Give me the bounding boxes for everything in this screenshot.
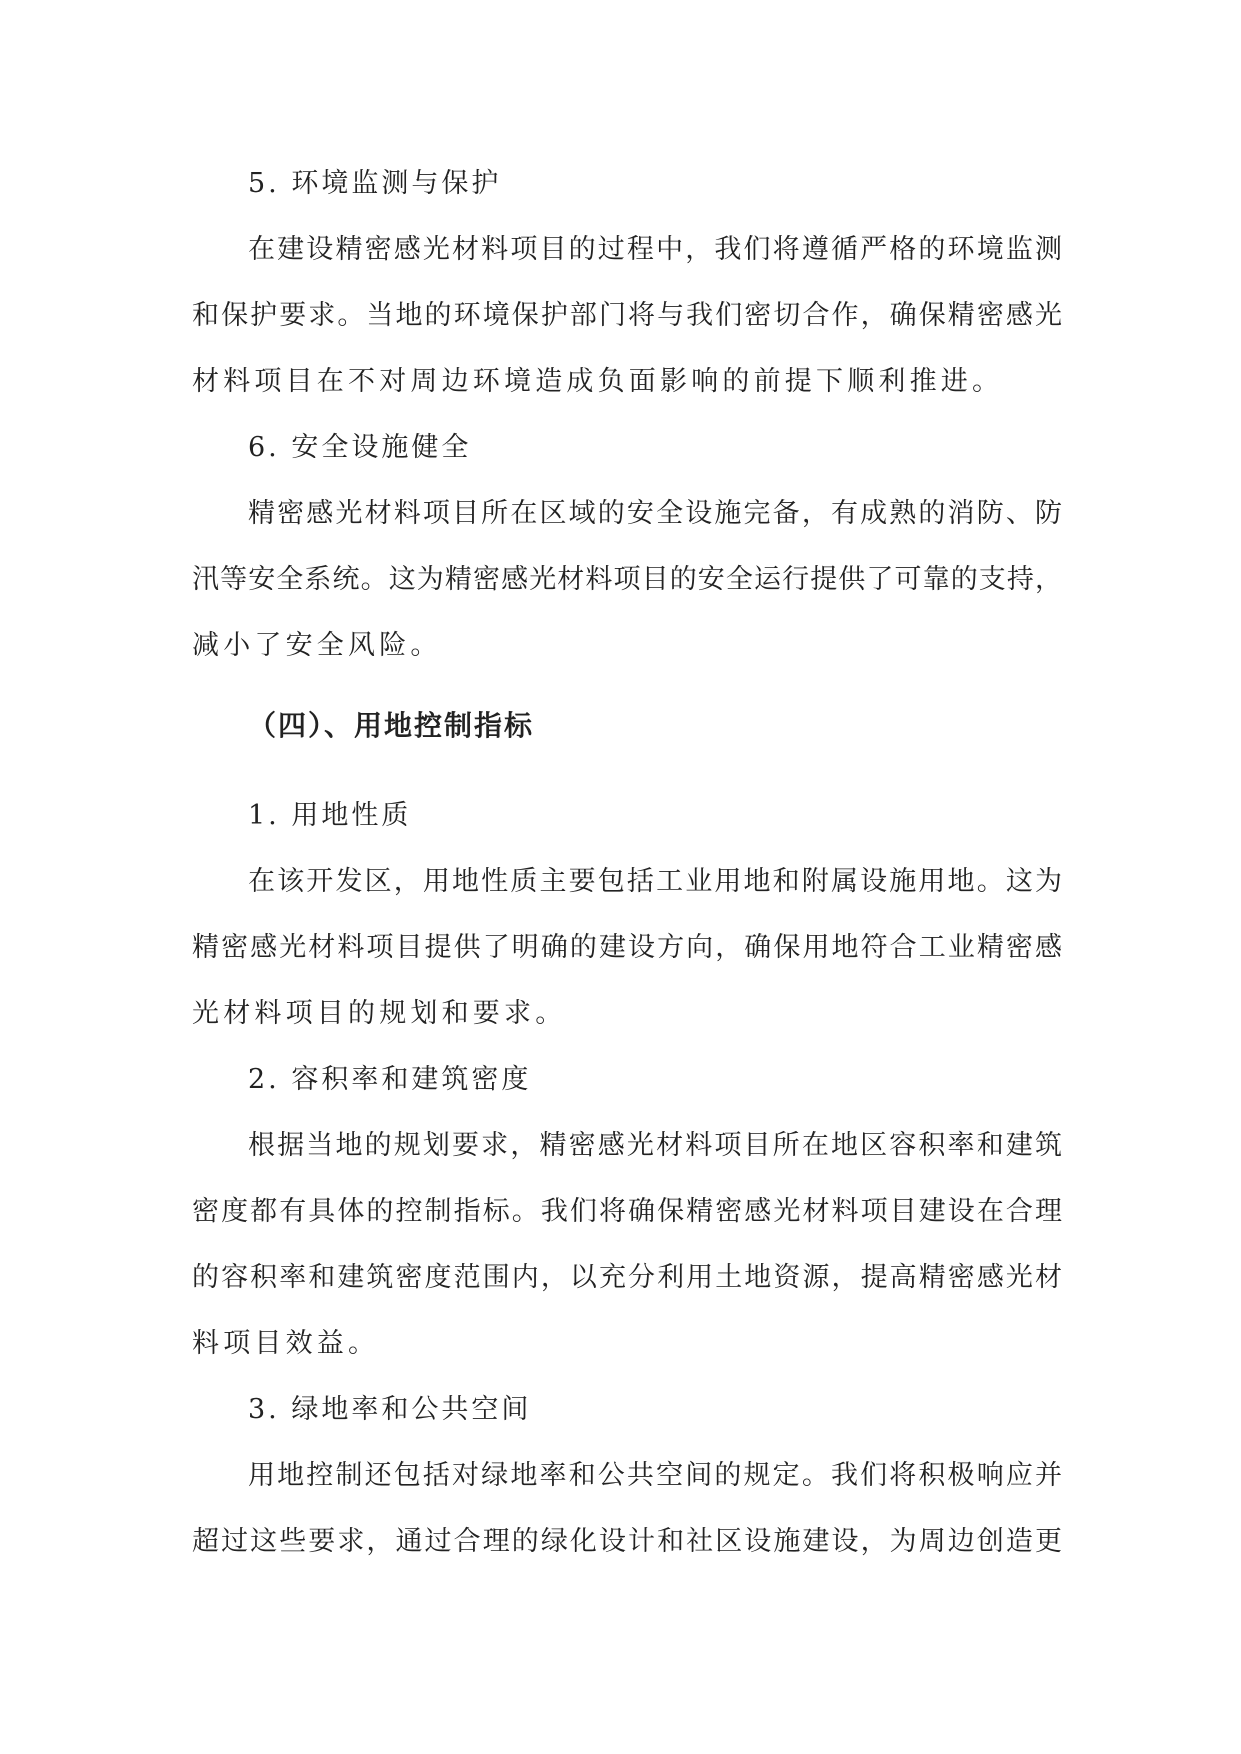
item-1-title: 1. 用地性质 [248, 800, 412, 831]
section-5-para-line-1: 在建设精密感光材料项目的过程中，我们将遵循严格的环境监测 [248, 234, 1062, 265]
item-3-para-line-2: 超过这些要求，通过合理的绿化设计和社区设施建设，为周边创造更 [192, 1526, 1062, 1557]
item-3-title: 3. 绿地率和公共空间 [248, 1394, 532, 1425]
item-2-para-line-1: 根据当地的规划要求，精密感光材料项目所在地区容积率和建筑 [248, 1130, 1062, 1161]
section-5-para-line-3: 材料项目在不对周边环境造成负面影响的前提下顺利推进。 [192, 366, 1004, 397]
section-6-para-line-3: 减小了安全风险。 [192, 630, 442, 661]
item-2-para-line-2: 密度都有具体的控制指标。我们将确保精密感光材料项目建设在合理 [192, 1196, 1062, 1227]
item-2-para-line-3: 的容积率和建筑密度范围内，以充分利用土地资源，提高精密感光材 [192, 1262, 1062, 1293]
item-2-title: 2. 容积率和建筑密度 [248, 1064, 532, 1095]
section-5-para-line-2: 和保护要求。当地的环境保护部门将与我们密切合作，确保精密感光 [192, 300, 1062, 331]
section-6-para-line-2: 汛等安全系统。这为精密感光材料项目的安全运行提供了可靠的支持， [192, 564, 1062, 595]
section-heading-4: （四）、用地控制指标 [248, 709, 535, 742]
item-3-para-line-1: 用地控制还包括对绿地率和公共空间的规定。我们将积极响应并 [248, 1460, 1062, 1491]
section-5-title: 5. 环境监测与保护 [248, 168, 502, 199]
section-6-para-line-1: 精密感光材料项目所在区域的安全设施完备，有成熟的消防、防 [248, 498, 1062, 529]
item-2-para-line-4: 料项目效益。 [192, 1328, 380, 1359]
item-1-para-line-3: 光材料项目的规划和要求。 [192, 998, 567, 1029]
item-1-para-line-1: 在该开发区，用地性质主要包括工业用地和附属设施用地。这为 [248, 866, 1062, 897]
section-6-title: 6. 安全设施健全 [248, 432, 472, 463]
item-1-para-line-2: 精密感光材料项目提供了明确的建设方向，确保用地符合工业精密感 [192, 932, 1062, 963]
